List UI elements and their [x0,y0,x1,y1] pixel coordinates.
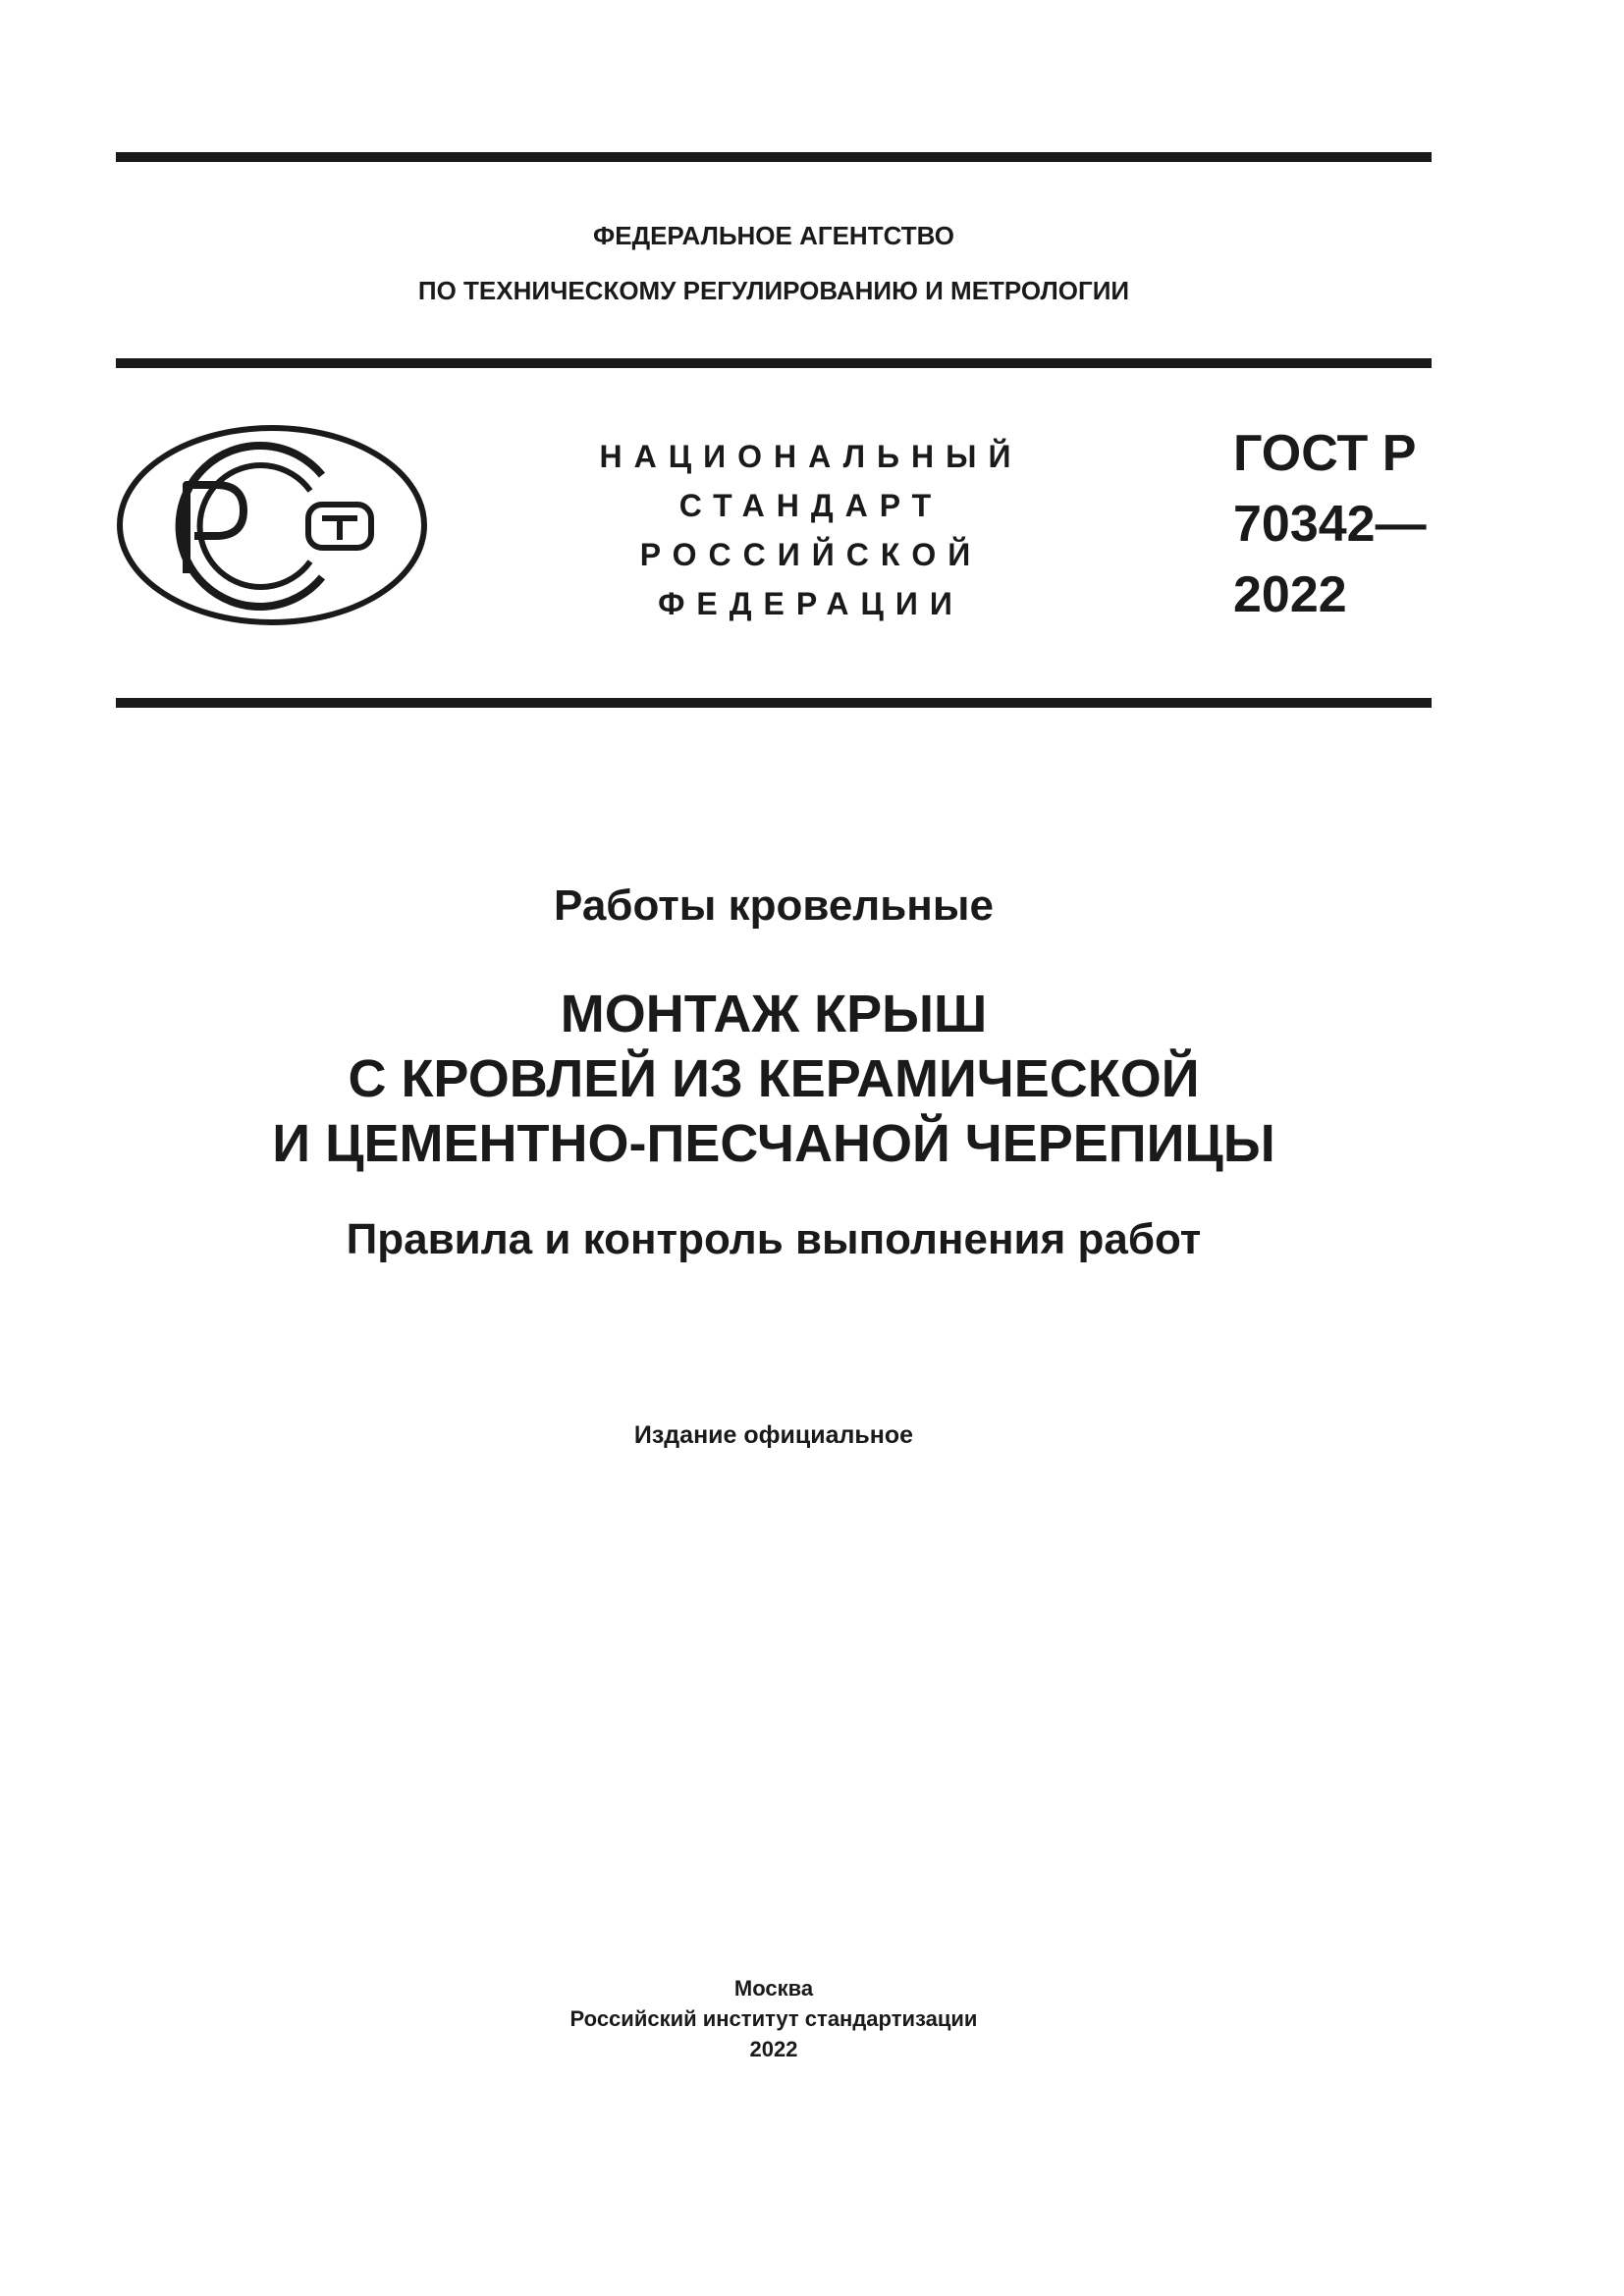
national-line-3: РОССИЙСКОЙ [639,537,983,572]
national-standard-label [566,432,1056,628]
title-line-3: И ЦЕМЕНТНО-ПЕСЧАНОЙ ЧЕРЕПИЦЫ [272,1114,1275,1173]
standard-block-rule [116,698,1432,708]
document-subject: Работы кровельные [554,881,994,930]
designation-line-1: ГОСТ Р [1233,425,1417,482]
national-line-2: СТАНДАРТ [678,488,944,523]
rst-logo [116,424,428,626]
top-rule [116,152,1432,162]
designation-line-3: 2022 [1233,566,1347,623]
title-line-1: МОНТАЖ КРЫШ [560,985,988,1043]
national-line-1: НАЦИОНАЛЬНЫЙ [599,439,1023,474]
footer-year: 2022 [749,2037,798,2061]
edition-label: Издание официальное [633,1421,914,1449]
title-line-2: С КРОВЛЕЙ ИЗ КЕРАМИЧЕСКОЙ [348,1049,1200,1108]
agency-name-line-1: ФЕДЕРАЛЬНОЕ АГЕНТСТВО [593,221,954,250]
national-line-4: ФЕДЕРАЦИИ [658,586,964,621]
footer-publisher: Российский институт стандартизации [569,2006,978,2031]
designation-line-2: 70342— [1233,496,1427,553]
document-title [116,982,1432,1176]
publisher-footer [116,1973,1432,2064]
agency-name-line-2: ПО ТЕХНИЧЕСКОМУ РЕГУЛИРОВАНИЮ И МЕТРОЛОГИИ [417,276,1130,305]
footer-city: Москва [733,1976,814,2001]
standard-designation [1233,418,1427,630]
document-subtitle: Правила и контроль выполнения работ [346,1215,1202,1263]
header-rule [116,358,1432,368]
